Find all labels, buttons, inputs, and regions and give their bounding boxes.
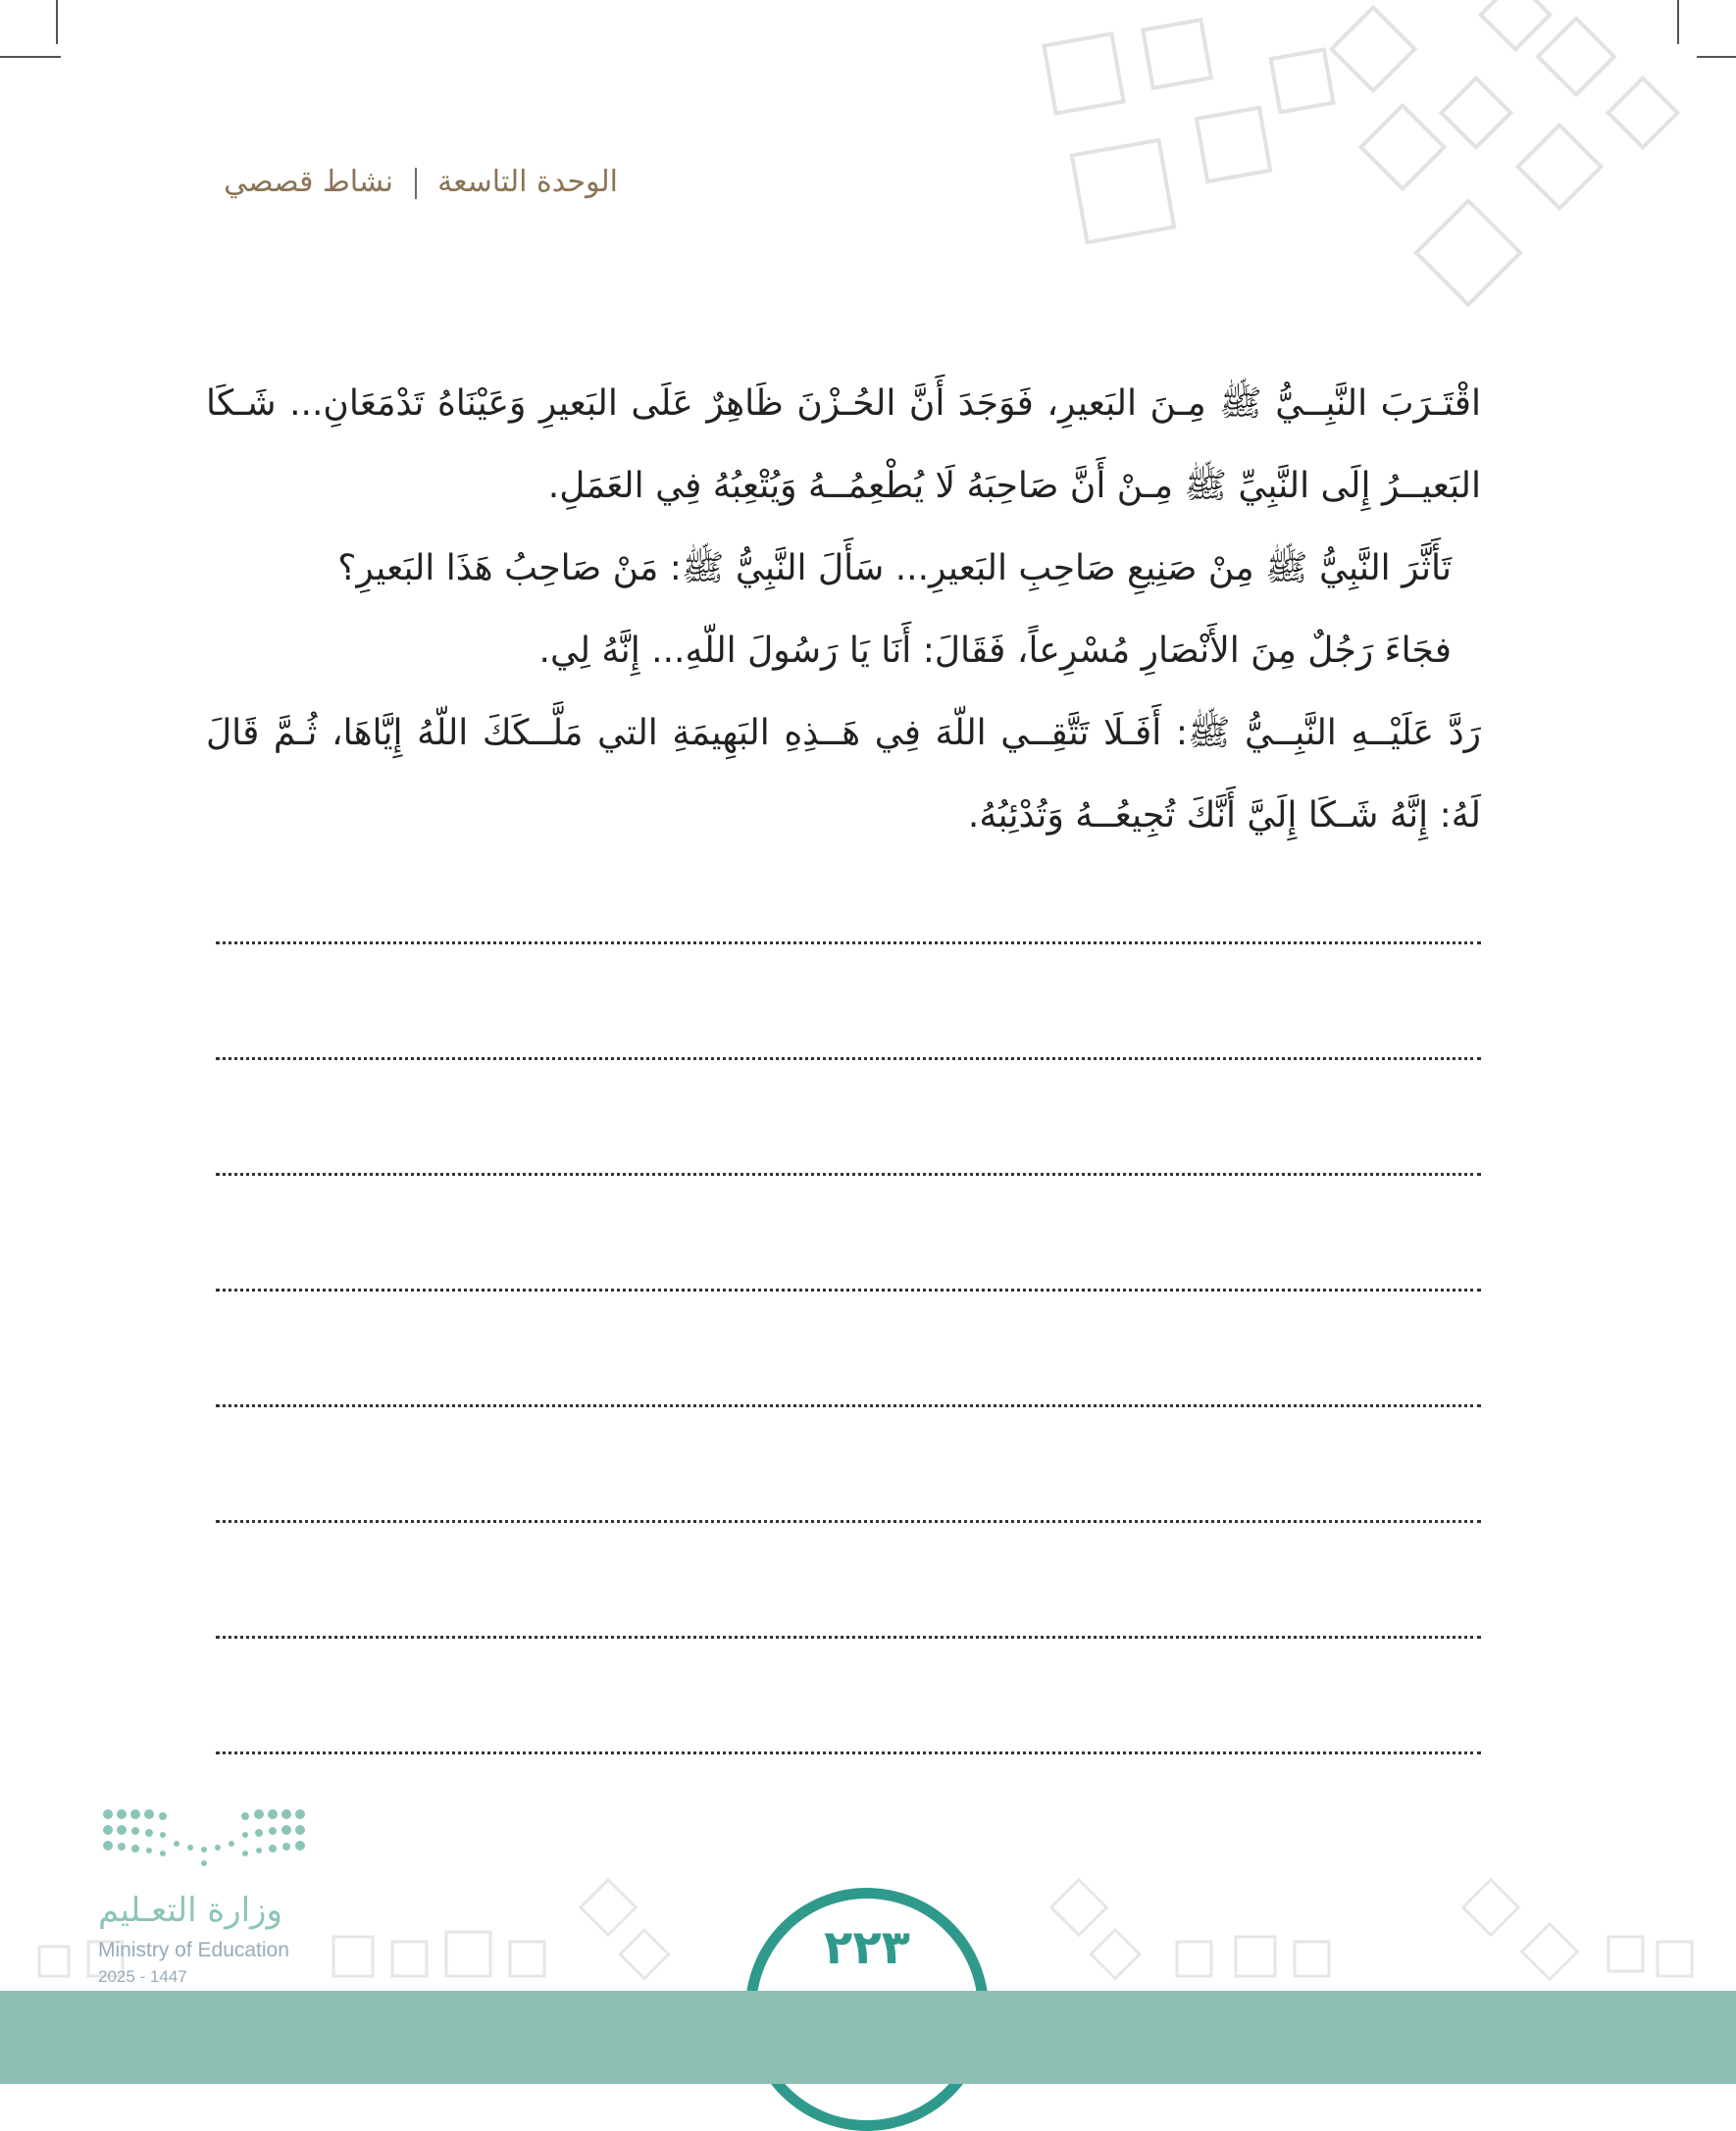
page-number: ٢٢٣ [824,1920,910,1975]
writing-line[interactable] [216,1173,1481,1176]
writing-line[interactable] [216,1404,1481,1407]
writing-line[interactable] [216,1057,1481,1060]
writing-line[interactable] [216,1751,1481,1754]
writing-line[interactable] [216,941,1481,944]
story-paragraph: رَدَّ عَلَيْــهِ النَّبِــيُّ ﷺ: أَفَـلَا تَتَّقِــي اللّهَ فِي هَــذِهِ البَهِيمَةِ التي مَلَّــكَكَ اللّهُ إِيَّاهَا، ثُـمَّ قَالَ لَهُ: إِنَّهُ شَـكَا إِلَيَّ أَنَّكَ تُجِيعُــهُ وَتُدْئِبُهُ. [206,713,1481,836]
ministry-name-english: Ministry of Education [98,1939,289,1961]
page-header [206,165,618,199]
crop-mark [56,0,58,44]
writing-line[interactable] [216,1636,1481,1639]
writing-line[interactable] [216,1520,1481,1523]
ministry-name-arabic: وزارة التعـليم [98,1891,282,1930]
ministry-year: 2025 - 1447 [98,1967,187,1986]
story-text [206,363,1481,857]
writing-line[interactable] [216,1289,1481,1292]
story-paragraph: تَأَثَّرَ النَّبِيُّ ﷺ مِنْ صَنِيعِ صَاحِبِ البَعيرِ... سَأَلَ النَّبِيُّ ﷺ: مَنْ صَاحِبُ هَذَا البَعيرِ؟ [337,548,1452,588]
story-paragraph: فجَاءَ رَجُلٌ مِنَ الأَنْصَارِ مُسْرِعاً، فَقَالَ: أَنَا يَا رَسُولَ اللّهِ... إِنَّهُ لِي. [538,631,1452,671]
story-paragraph: اقْتَـرَبَ النَّبِــيُّ ﷺ مِـنَ البَعيرِ، فَوَجَدَ أَنَّ الحُـزْنَ ظَاهِرٌ عَلَى البَعيرِ وَعَيْنَاهُ تَدْمَعَانِ... شَـكَا البَعيــرُ إِلَى النَّبِيِّ ﷺ مِـنْ أَنَّ صَاحِبَهُ لَا يُطْعِمُــهُ وَيُتْعِبُهُ فِي العَمَلِ. [206,383,1481,506]
footer-bar-overlay [726,1991,1010,2084]
writing-area[interactable] [216,941,1481,1867]
decorative-pattern [1020,0,1736,333]
ministry-logo-icon [98,1804,324,1883]
section-title: نشاط قصصي [224,165,394,199]
header-divider [415,168,417,199]
unit-title: الوحدة التاسعة [437,165,618,199]
crop-mark [0,56,61,58]
